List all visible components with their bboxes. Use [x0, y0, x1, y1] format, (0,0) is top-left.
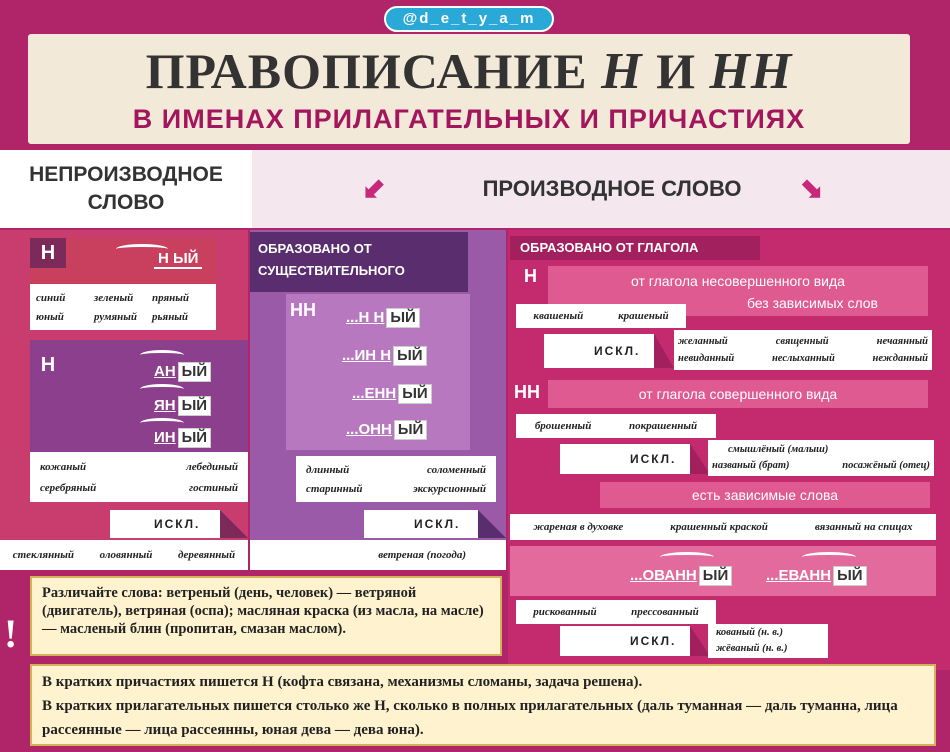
suffix-arc-icon: [660, 552, 714, 562]
title-panel: [28, 34, 910, 144]
word-item: гостиный: [189, 481, 238, 494]
word-item: старинный: [306, 482, 363, 495]
verb-header-text: ОБРАЗОВАНО ОТ ГЛАГОЛА: [520, 240, 699, 255]
ovann-panel: [510, 546, 936, 596]
distinguish-text: Различайте слова: ветреный (день, человек) — ветряной (двигатель), ветряная (оспа); масляная краска (из масла, на масле) — масленый блин (пропитан, смазан маслом).: [42, 585, 484, 637]
exception-word: оловянный: [99, 549, 153, 561]
exception-word: нечаянный: [876, 336, 928, 347]
word-item: юный: [36, 310, 64, 323]
suffix-in: ИН ЫЙ: [154, 428, 211, 448]
exception-word: нежданный: [872, 353, 928, 364]
noun-suffix-row: ...ИН Н ЫЙ: [342, 346, 427, 366]
word-item: соломенный: [427, 463, 486, 476]
arrow-down-right-icon: ⬊: [800, 173, 824, 204]
word-item: брошенный: [534, 420, 592, 432]
watermark-badge: [384, 6, 554, 32]
ovann-suffix: ...ОВАНН ЫЙ: [630, 566, 732, 586]
noun-header: [250, 232, 468, 292]
noun-iskl: ИСКЛ.: [364, 510, 478, 538]
word-item: румяный: [94, 310, 138, 323]
noun-suffix-row: ...ОНН ЫЙ: [346, 420, 427, 440]
imperf-exceptions: [674, 330, 932, 370]
imperf-line1: от глагола несовершенного вида: [631, 273, 845, 289]
suffix-arc-icon: [802, 552, 856, 562]
short-participle-rule: В кратких причастиях пишется Н (кофта связана, механизмы сломаны, задача решена).: [42, 674, 643, 690]
word-item: жареная в духовке: [533, 521, 624, 533]
suffix-an: АН ЫЙ: [154, 362, 211, 382]
block1-pattern: Н ЫЙ: [154, 250, 202, 269]
perf-iskl: ИСКЛ.: [560, 444, 690, 474]
iskl-triangle-icon: [690, 444, 710, 474]
exception-word: желанный: [678, 336, 728, 347]
word-item: покрашенный: [628, 420, 698, 432]
title-word: ПРАВОПИСАНИЕ: [145, 43, 588, 99]
suffix-yan: ЯН ЫЙ: [154, 396, 211, 416]
suffix-arc-icon: [140, 384, 184, 394]
header-nonderived-text: НЕПРОИЗВОДНОЕ СЛОВО: [29, 163, 223, 214]
perf-words: [516, 414, 716, 438]
exception-word: жёваный (н. в.): [716, 643, 788, 654]
word-item: крашеный: [618, 310, 669, 322]
block2-words: [30, 452, 248, 502]
noun-words: [296, 456, 496, 502]
imperf-letter: Н: [524, 266, 537, 286]
suffix-arc-icon: [140, 418, 184, 428]
word-item: прессованный: [631, 606, 699, 618]
block1-words: [30, 284, 216, 330]
short-adjective-rule: В кратких прилагательных пишется столько же Н, сколько в полных прилагательных (даль туманная — даль туманна, лица рассеянные — лица рассеянны, юная дева — дева юна).: [42, 698, 898, 738]
word-item: крашенный краской: [670, 521, 768, 533]
nonderived-block1: [30, 238, 216, 284]
word-item: кожаный: [40, 460, 87, 473]
word-item: синий: [36, 291, 66, 304]
exception-word: священный: [775, 336, 829, 347]
iskl-triangle-icon: [478, 510, 506, 538]
nonderived-exceptions: [0, 540, 248, 570]
exception-word: названый (брат): [712, 460, 790, 471]
nonderived-block2: [30, 340, 248, 452]
exception-word: невиданный: [678, 353, 735, 364]
word-item: зеленый: [94, 291, 134, 304]
noun-suffix-panel: [286, 294, 470, 450]
nonderived-iskl: ИСКЛ.: [110, 510, 220, 538]
perf-letter: НН: [514, 382, 540, 402]
title-and: И: [656, 43, 696, 99]
title-nn: НН: [709, 43, 793, 100]
ovann-exceptions: [708, 624, 828, 658]
word-item: экскурсионный: [413, 482, 486, 495]
noun-suffix-row: ...Н Н ЫЙ: [346, 308, 420, 328]
exception-word: деревянный: [178, 549, 236, 561]
noun-letter: НН: [290, 300, 316, 320]
exclamation-icon: !: [4, 611, 18, 656]
word-item: рискованный: [533, 606, 597, 618]
block2-letter-badge: [30, 350, 66, 380]
distinguish-box: [30, 576, 502, 656]
ovann-iskl: ИСКЛ.: [560, 626, 690, 656]
block1-letter: Н: [40, 242, 56, 264]
evann-suffix: ...ЕВАНН ЫЙ: [766, 566, 867, 586]
noun-header-text: ОБРАЗОВАНО ОТ СУЩЕСТВИТЕЛЬНОГО: [258, 241, 405, 278]
dependent-words: [510, 514, 936, 540]
word-item: лебединый: [186, 460, 238, 473]
word-item: пряный: [152, 291, 189, 304]
iskl-triangle-icon: [690, 626, 710, 656]
header-nonderived: [0, 150, 252, 228]
iskl-triangle-icon: [220, 510, 248, 538]
noun-suffix-row: ...ЕНН ЫЙ: [352, 384, 432, 404]
iskl-triangle-icon: [654, 334, 674, 368]
watermark-text: @d_e_t_y_a_m: [402, 10, 536, 27]
word-item: рьяный: [152, 310, 189, 323]
short-forms-box: [30, 664, 936, 746]
page-title: [28, 42, 910, 101]
block1-letter-badge: [30, 238, 66, 268]
exception-word: неслыханный: [771, 353, 835, 364]
exception-word: смышлёный (малыш): [728, 444, 829, 455]
perf-label: от глагола совершенного вида: [548, 380, 928, 408]
block2-letter: Н: [40, 354, 56, 376]
title-n: Н: [601, 43, 643, 100]
header-derived-text: ПРОИЗВОДНОЕ СЛОВО: [482, 176, 742, 201]
arrow-down-left-icon: ⬋: [362, 173, 386, 204]
exception-word: стеклянный: [12, 549, 75, 561]
header-derived: [252, 150, 950, 228]
word-item: серебряный: [40, 481, 97, 494]
noun-exception: ветреная (погода): [250, 540, 506, 570]
word-item: вязанный на спицах: [814, 521, 913, 533]
dependent-label: есть зависимые слова: [600, 482, 930, 508]
exception-word: посажёный (отец): [842, 460, 930, 471]
word-item: квашеный: [533, 310, 584, 322]
imperf-line2: без зависимых слов: [746, 295, 878, 311]
exception-word: кованый (н. в.): [716, 627, 784, 638]
perf-exceptions: [708, 440, 934, 476]
word-item: длинный: [306, 463, 350, 476]
imperf-words: [516, 304, 686, 328]
imperf-iskl: ИСКЛ.: [544, 334, 654, 368]
suffix-arc-icon: [140, 350, 184, 360]
page-subtitle: В ИМЕНАХ ПРИЛАГАТЕЛЬНЫХ И ПРИЧАСТИЯХ: [132, 104, 806, 134]
ovann-words: [516, 600, 716, 624]
verb-header: [510, 236, 760, 260]
